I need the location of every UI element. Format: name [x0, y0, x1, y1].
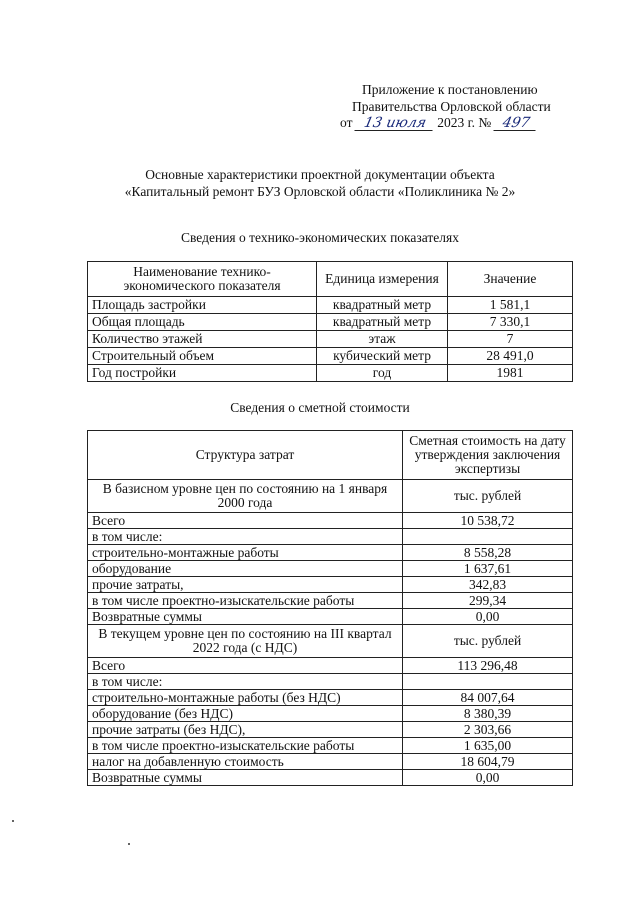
cost-item-name: в том числе проектно-изыскательские работы	[88, 593, 403, 609]
header-estimated-cost: Сметная стоимость на дату утверждения заключения экспертизы	[403, 431, 573, 480]
table-header-row	[88, 262, 573, 297]
table-row	[88, 690, 573, 706]
table-row	[88, 561, 573, 577]
estimated-cost-table	[87, 430, 573, 786]
indicator-value: 7	[448, 331, 573, 348]
indicator-value: 1981	[448, 365, 573, 382]
table-header-row	[88, 431, 573, 480]
scan-speck	[128, 843, 130, 845]
table-row	[88, 722, 573, 738]
cost-item-value: 113 296,48	[403, 658, 573, 674]
header-unit: Единица измерения	[317, 262, 448, 297]
table-row	[88, 331, 573, 348]
cost-item-name: оборудование (без НДС)	[88, 706, 403, 722]
table-row	[88, 674, 573, 690]
header-cost-structure: Структура затрат	[88, 431, 403, 480]
cost-item-value: 18 604,79	[403, 754, 573, 770]
table-row	[88, 348, 573, 365]
cost-item-value: 2 303,66	[403, 722, 573, 738]
annex-line-2: Правительства Орловской области	[352, 98, 551, 114]
cost-item-name: Возвратные суммы	[88, 770, 403, 786]
cost-item-name: строительно-монтажные работы (без НДС)	[88, 690, 403, 706]
indicator-unit: этаж	[317, 331, 448, 348]
title-line-1: Основные характеристики проектной документации объекта	[145, 167, 495, 182]
price-level-unit: тыс. рублей	[403, 480, 573, 513]
scan-speck	[12, 820, 14, 822]
cost-item-name: прочие затраты (без НДС),	[88, 722, 403, 738]
price-level-row	[88, 625, 573, 658]
header-value: Значение	[448, 262, 573, 297]
handwritten-number: 497	[493, 116, 538, 131]
table-row	[88, 365, 573, 382]
cost-item-name: оборудование	[88, 561, 403, 577]
table-row	[88, 545, 573, 561]
table-row	[88, 754, 573, 770]
cost-item-value: 8 558,28	[403, 545, 573, 561]
annex-number-label: №	[478, 115, 492, 130]
cost-item-name: налог на добавленную стоимость	[88, 754, 403, 770]
cost-item-name: Всего	[88, 658, 403, 674]
cost-item-name: в том числе:	[88, 529, 403, 545]
annex-line-3	[340, 115, 580, 132]
price-level-unit: тыс. рублей	[403, 625, 573, 658]
indicator-value: 28 491,0	[448, 348, 573, 365]
header-indicator-name: Наименование технико-экономического показателя	[88, 262, 317, 297]
table-row	[88, 314, 573, 331]
table-row	[88, 593, 573, 609]
indicator-name: Площадь застройки	[88, 297, 317, 314]
table-row	[88, 513, 573, 529]
annex-block	[340, 82, 580, 132]
cost-item-value: 1 635,00	[403, 738, 573, 754]
cost-item-value: 84 007,64	[403, 690, 573, 706]
cost-item-name: в том числе:	[88, 674, 403, 690]
handwritten-date: 13 июля	[354, 116, 435, 131]
section1-heading: Сведения о технико-экономических показателях	[181, 230, 459, 245]
cost-item-value	[403, 529, 573, 545]
table-row	[88, 770, 573, 786]
table-row	[88, 738, 573, 754]
technical-indicators-table	[87, 261, 573, 382]
annex-year: 2023 г.	[437, 115, 475, 130]
cost-item-value	[403, 674, 573, 690]
cost-item-value: 8 380,39	[403, 706, 573, 722]
cost-item-name: Возвратные суммы	[88, 609, 403, 625]
price-level-row	[88, 480, 573, 513]
indicator-unit: квадратный метр	[317, 314, 448, 331]
title-line-2: «Капитальный ремонт БУЗ Орловской области «Поликлиника № 2»	[124, 184, 516, 199]
indicator-name: Общая площадь	[88, 314, 317, 331]
cost-item-value: 0,00	[403, 770, 573, 786]
table-row	[88, 297, 573, 314]
price-level-label: В текущем уровне цен по состоянию на III квартал 2022 года (с НДС)	[88, 625, 403, 658]
table-row	[88, 706, 573, 722]
table-row	[88, 529, 573, 545]
cost-item-value: 10 538,72	[403, 513, 573, 529]
table-row	[88, 658, 573, 674]
cost-item-value: 0,00	[403, 609, 573, 625]
cost-item-name: Всего	[88, 513, 403, 529]
annex-from-label: от	[340, 115, 353, 130]
cost-item-name: строительно-монтажные работы	[88, 545, 403, 561]
cost-item-value: 1 637,61	[403, 561, 573, 577]
document-title	[0, 166, 640, 200]
cost-item-name: в том числе проектно-изыскательские работы	[88, 738, 403, 754]
cost-item-value: 299,34	[403, 593, 573, 609]
indicator-value: 1 581,1	[448, 297, 573, 314]
indicator-value: 7 330,1	[448, 314, 573, 331]
cost-item-value: 342,83	[403, 577, 573, 593]
table-row	[88, 609, 573, 625]
cost-item-name: прочие затраты,	[88, 577, 403, 593]
price-level-label: В базисном уровне цен по состоянию на 1 января 2000 года	[88, 480, 403, 513]
indicator-unit: кубический метр	[317, 348, 448, 365]
annex-line-1: Приложение к постановлению	[362, 82, 538, 97]
indicator-name: Количество этажей	[88, 331, 317, 348]
indicator-name: Строительный объем	[88, 348, 317, 365]
indicator-name: Год постройки	[88, 365, 317, 382]
section2-heading: Сведения о сметной стоимости	[230, 400, 410, 415]
indicator-unit: квадратный метр	[317, 297, 448, 314]
indicator-unit: год	[317, 365, 448, 382]
table-row	[88, 577, 573, 593]
